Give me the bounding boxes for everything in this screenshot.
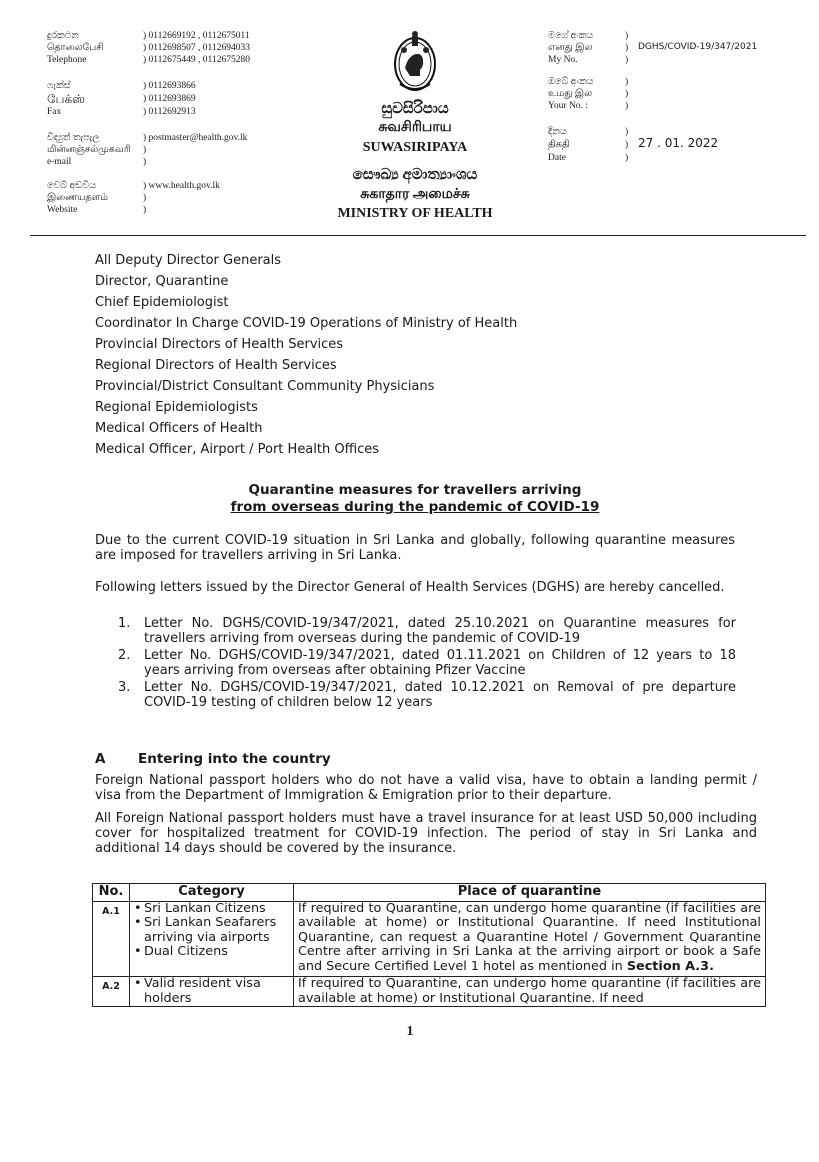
- place-text: If required to Quarantine, can undergo home quarantine (if facilities are available at home) or Institutional Quarantine. If need Institutional Quarantine, can request a Quarantine Hotel / Government Quarantine Centre after arriving in Sri Lanka at the arriving airport or book a Safe and Secure Certified Level 1 hotel as mentioned in: [298, 900, 761, 974]
- addressee-line: Provincial/District Consultant Community Physicians: [95, 379, 435, 394]
- addressee-line: Director, Quarantine: [95, 274, 229, 289]
- website-value: ) www.health.gov.lk: [143, 181, 220, 191]
- subject-line-2: from overseas during the pandemic of COVID-19: [230, 499, 600, 515]
- telephone-value-3: ) 0112675449 , 0112675280: [143, 55, 250, 65]
- section-a-paragraph-1: Foreign National passport holders who do not have a valid visa, have to obtain a landing permit / visa from the Department of Immigration & Emigration prior to their departure.: [95, 773, 757, 803]
- place-text: If required to Quarantine, can undergo home quarantine (if facilities are available at home) or Institutional Quarantine. If need: [298, 976, 761, 1006]
- quarantine-table: [92, 883, 766, 1007]
- subject-line-1: Quarantine measures for travellers arriving: [248, 482, 582, 498]
- tamil-ministry: சுகாதார அமைச்சு: [360, 187, 470, 202]
- fax-value-3: ) 0112692913: [143, 107, 196, 117]
- page-number: 1: [406, 1024, 414, 1039]
- column-header-place: Place of quarantine: [294, 884, 766, 902]
- email-label-ta: மின்னஞ்சல்முகவரி: [47, 145, 131, 155]
- fax-value-1: ) 0112693866: [143, 81, 196, 91]
- addressee-line: Regional Epidemiologists: [95, 400, 258, 415]
- sri-lanka-emblem-icon: [390, 28, 440, 96]
- my-no-label-si: මගේ අංකය: [548, 31, 594, 41]
- list-item-text: Letter No. DGHS/COVID-19/347/2021, dated 25.10.2021 on Quarantine measures for travellers arriving from overseas during the pandemic of COVID-19: [144, 616, 736, 646]
- category-item: • Sri Lankan Citizens: [134, 902, 289, 917]
- section-letter: A: [95, 751, 106, 767]
- list-item-number: 1.: [118, 616, 131, 631]
- list-item-text: Letter No. DGHS/COVID-19/347/2021, dated 10.12.2021 on Removal of pre departure COVID-19 testing of children below 12 years: [144, 680, 736, 710]
- tamil-suwasiripaya: சுவசிரிபாய: [378, 120, 452, 135]
- fax-label-ta: பேக்ஸ்: [47, 92, 86, 106]
- header-divider: [30, 235, 806, 236]
- row-category: [130, 977, 294, 1007]
- telephone-value-2: ) 0112698507 , 0112694033: [143, 43, 250, 53]
- column-header-category: Category: [130, 884, 294, 902]
- your-no-label-ta: உமது இல: [548, 89, 593, 99]
- your-no-label-en: Your No. :: [548, 101, 588, 111]
- row-place: [294, 977, 766, 1007]
- fax-value-2: ) 0112693869: [143, 94, 196, 104]
- row-number: A.1: [93, 901, 130, 977]
- my-no-label-ta: எனது இல: [548, 43, 593, 53]
- my-no-value: DGHS/COVID-19/347/2021: [638, 42, 758, 52]
- addressee-line: Regional Directors of Health Services: [95, 358, 337, 373]
- section-title: Entering into the country: [138, 751, 331, 767]
- website-value-3: ): [143, 205, 147, 215]
- column-header-no: No.: [93, 884, 130, 902]
- row-number: A.2: [93, 977, 130, 1007]
- table-row: [93, 977, 766, 1007]
- date-value: 27 . 01. 2022: [638, 136, 719, 150]
- category-item: • Sri Lankan Seafarers arriving via airports: [134, 916, 289, 945]
- category-item: • Dual Citizens: [134, 945, 289, 960]
- addressee-line: Provincial Directors of Health Services: [95, 337, 344, 352]
- my-no-label-en: My No.: [548, 55, 578, 65]
- fax-label-si: ෆැක්ස්: [47, 81, 71, 91]
- addressee-line: Coordinator In Charge COVID-19 Operations of Ministry of Health: [95, 316, 518, 331]
- website-label-si: වෙබ් අඩවිය: [47, 181, 97, 191]
- section-a-heading: [95, 751, 331, 767]
- email-value: ) postmaster@health.gov.lk: [143, 133, 248, 143]
- english-ministry: MINISTRY OF HEALTH: [337, 206, 493, 221]
- list-item-number: 3.: [118, 680, 131, 695]
- addressee-line: All Deputy Director Generals: [95, 253, 282, 268]
- sinhala-suwasiripaya: සුවසිරිපාය: [381, 101, 449, 117]
- intro-paragraph: Due to the current COVID-19 situation in Sri Lanka and globally, following quarantine measures are imposed for travellers arriving in Sri Lanka.: [95, 533, 735, 563]
- email-value-3: ): [143, 157, 147, 167]
- website-label-en: Website: [47, 205, 78, 215]
- date-label-si: දිනය: [548, 127, 567, 137]
- telephone-label-ta: தொலைபேசி: [47, 43, 104, 53]
- category-item: • Valid resident visa holders: [134, 977, 289, 1006]
- addressee-line: Medical Officer, Airport / Port Health Offices: [95, 442, 380, 457]
- email-value-2: ): [143, 145, 147, 155]
- addressee-line: Medical Officers of Health: [95, 421, 263, 436]
- website-label-ta: இணையதளம்: [47, 193, 108, 203]
- email-label-en: e-mail: [47, 157, 72, 167]
- english-suwasiripaya: SUWASIRIPAYA: [362, 140, 468, 155]
- list-item-number: 2.: [118, 648, 131, 663]
- section-a-paragraph-2: All Foreign National passport holders must have a travel insurance for at least USD 50,000 including cover for hospitalized treatment for COVID-19 infection. The period of stay in Sri Lanka and additional 14 days should be covered by the insurance.: [95, 811, 757, 856]
- telephone-value-1: ) 0112669192 , 0112675011: [143, 31, 250, 41]
- website-value-2: ): [143, 193, 147, 203]
- subject-heading: [95, 482, 735, 516]
- telephone-label-si: දුරකථන: [47, 31, 79, 41]
- table-row: [93, 901, 766, 977]
- section-reference: Section A.3.: [626, 958, 714, 974]
- telephone-label-en: Telephone: [47, 55, 87, 65]
- sinhala-ministry: සෞඛ්‍ය අමාත්‍යාංශය: [352, 167, 478, 183]
- cancel-intro-paragraph: Following letters issued by the Director General of Health Services (DGHS) are hereby cancelled.: [95, 580, 725, 595]
- date-label-en: Date: [548, 153, 566, 163]
- addressee-line: Chief Epidemiologist: [95, 295, 229, 310]
- email-label-si: විද්‍යුත් තැපැල: [47, 133, 100, 143]
- row-category: [130, 901, 294, 977]
- list-item-text: Letter No. DGHS/COVID-19/347/2021, dated 01.11.2021 on Children of 12 years to 18 years arriving from overseas after obtaining Pfizer Vaccine: [144, 648, 736, 678]
- fax-label-en: Fax: [47, 107, 62, 117]
- date-label-ta: திகதி: [548, 140, 570, 150]
- row-place: [294, 901, 766, 977]
- table-header-row: [93, 884, 766, 902]
- your-no-label-si: ඔබේ අංකය: [548, 77, 594, 87]
